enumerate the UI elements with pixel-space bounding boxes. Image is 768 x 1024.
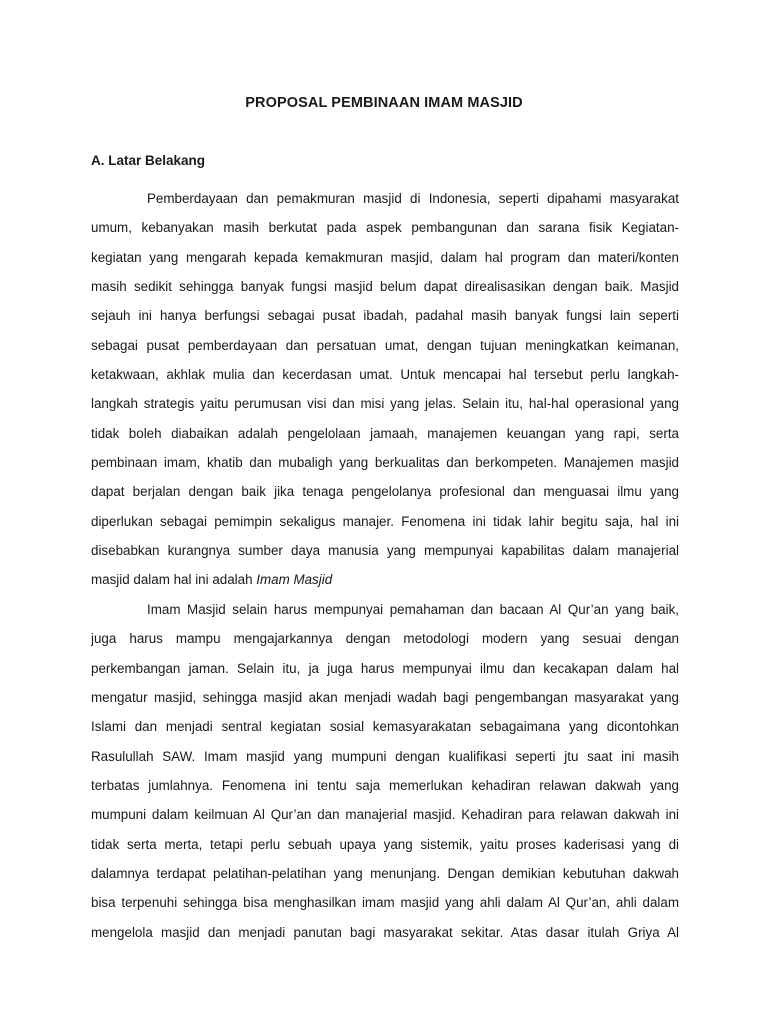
text-line: kegiatan yang mengarah kepada kemakmuran masjid, dalam hal program dan materi/konten	[91, 249, 679, 265]
text-line: mengelola masjid dan menjadi panutan bagi masyarakat sekitar. Atas dasar itulah Griya Al	[91, 924, 679, 940]
paragraph-1	[91, 184, 679, 595]
section-heading: A. Latar Belakang	[91, 153, 206, 168]
text-line: diperlukan sebagai pemimpin sekaligus manajer. Fenomena ini tidak lahir begitu saja, hal ini	[91, 513, 679, 529]
text-line: perkembangan jaman. Selain itu, ja juga harus mempunyai ilmu dan kecakapan dalam hal	[91, 660, 679, 676]
document-body	[91, 184, 679, 947]
paragraph-2	[91, 595, 679, 947]
text-line: Rasulullah SAW. Imam masjid yang mumpuni dengan kualifikasi seperti jtu saat ini masih	[91, 748, 679, 764]
text-line: Islami dan menjadi sentral kegiatan sosial kemasyarakatan sebagaimana yang dicontohkan	[91, 719, 679, 735]
text-line: bisa terpenuhi sehingga bisa menghasilkan imam masjid yang ahli dalam Al Qur’an, ahli dalam	[91, 895, 679, 911]
text-line: Imam Masjid selain harus mempunyai pemahaman dan bacaan Al Qur’an yang baik,	[147, 601, 679, 617]
text-line: mumpuni dalam keilmuan Al Qur’an dan manajerial masjid. Kehadiran para relawan dakwah ini	[91, 807, 679, 823]
text-line-prefix: masjid dalam hal ini adalah	[91, 572, 257, 588]
text-line: umum, kebanyakan masih berkutat pada aspek pembangunan dan sarana fisik Kegiatan-	[91, 220, 679, 236]
text-line: disebabkan kurangnya sumber daya manusia yang mempunyai kapabilitas dalam manajerial	[91, 543, 679, 559]
document-title: PROPOSAL PEMBINAAN IMAM MASJID	[245, 95, 523, 111]
text-line: dapat berjalan dengan baik jika tenaga pengelolanya profesional dan menguasai ilmu yang	[91, 484, 679, 500]
text-line	[91, 565, 679, 594]
italic-term: Imam Masjid	[256, 572, 333, 588]
text-line: mengatur masjid, sehingga masjid akan menjadi wadah bagi pengembangan masyarakat yang	[91, 689, 679, 705]
text-line: tidak boleh diabaikan adalah pengelolaan jamaah, manajemen keuangan yang rapi, serta	[91, 425, 679, 441]
text-line: Pemberdayaan dan pemakmuran masjid di Indonesia, seperti dipahami masyarakat	[147, 191, 679, 206]
text-line: langkah strategis yaitu perumusan visi dan misi yang jelas. Selain itu, hal-hal operasional yang	[91, 396, 679, 412]
text-line: sejauh ini hanya berfungsi sebagai pusat ibadah, padahal masih banyak fungsi lain seperti	[91, 308, 679, 324]
text-line: terbatas jumlahnya. Fenomena ini tentu saja memerlukan kehadiran relawan dakwah yang	[91, 777, 679, 793]
text-line: masih sedikit sehingga banyak fungsi masjid belum dapat direalisasikan dengan baik. Masjid	[91, 279, 679, 295]
text-line: ketakwaan, akhlak mulia dan kecerdasan umat. Untuk mencapai hal tersebut perlu langkah-	[91, 367, 679, 383]
text-line: juga harus mampu mengajarkannya dengan metodologi modern yang sesuai dengan	[91, 631, 679, 647]
text-line: sebagai pusat pemberdayaan dan persatuan umat, dengan tujuan meningkatkan keimanan,	[91, 337, 679, 353]
text-line: tidak serta merta, tetapi perlu sebuah upaya yang sistemik, yaitu proses kaderisasi yang di	[91, 836, 679, 852]
text-line: pembinaan imam, khatib dan mubaligh yang berkualitas dan berkompeten. Manajemen masjid	[91, 455, 679, 471]
text-line: dalamnya terdapat pelatihan-pelatihan yang menunjang. Dengan demikian kebutuhan dakwah	[91, 865, 679, 881]
